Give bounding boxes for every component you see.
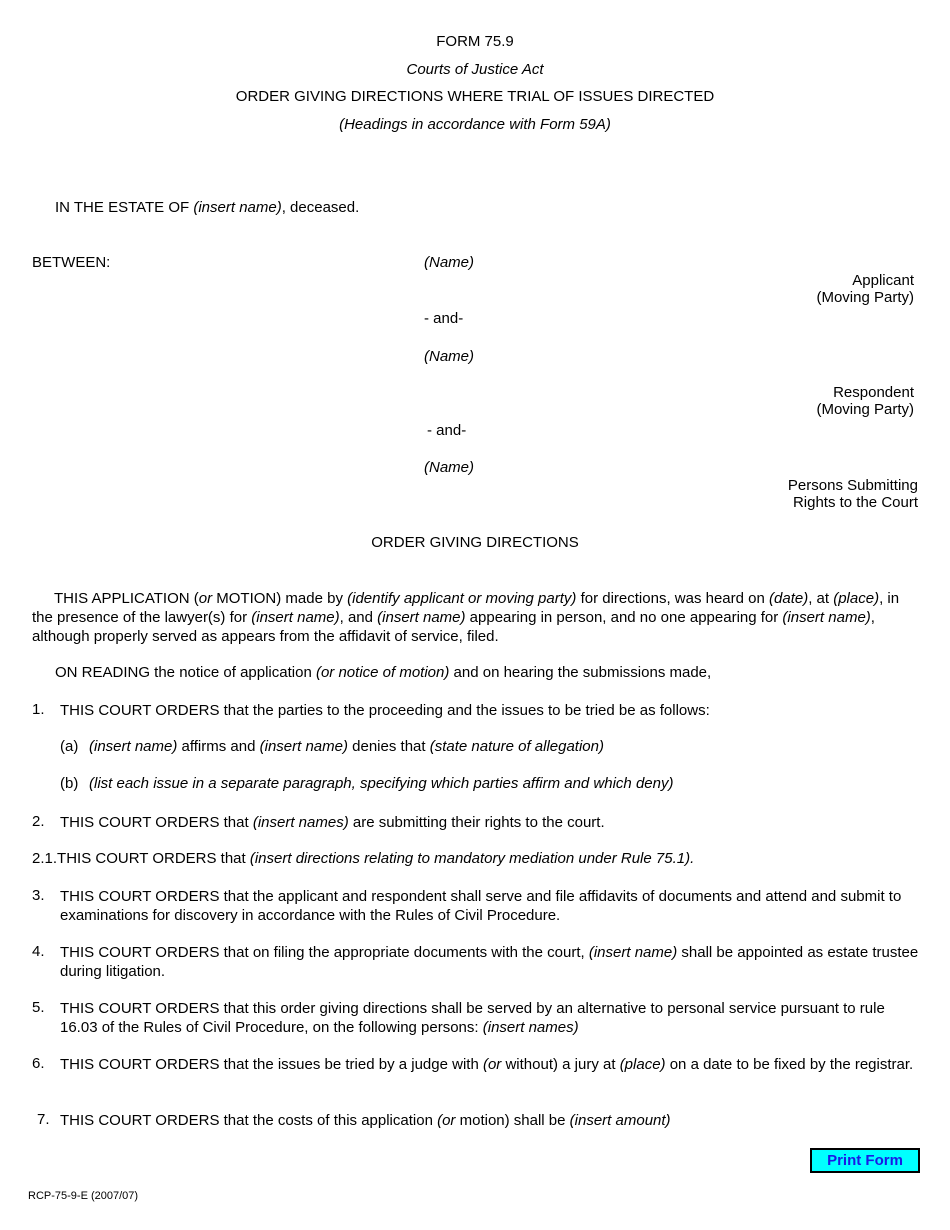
order-2-1-text: 2.1.THIS COURT ORDERS that (insert directions relating to mandatory mediation under Rule 75.1). (32, 850, 695, 867)
form-code: RCP-75-9-E (2007/07) (28, 1190, 139, 1202)
order-1a-text: (insert name) affirms and (insert name) denies that (state nature of allegation) (89, 738, 604, 755)
and-separator-1: - and- (424, 310, 464, 327)
order-2-text: THIS COURT ORDERS that (insert names) are submitting their rights to the court. (60, 814, 605, 831)
order-6-number: 6. (32, 1055, 45, 1072)
order-1b-label: (b) (60, 775, 79, 792)
reading-paragraph: ON READING the notice of application (or notice of motion) and on hearing the submissions made, (55, 664, 712, 681)
act-name: Courts of Justice Act (406, 61, 544, 78)
and-separator-2: - and- (427, 422, 467, 439)
order-6-text: THIS COURT ORDERS that the issues be tried by a judge with (or without) a jury at (place) on a date to be fixed by the registrar. (60, 1056, 914, 1073)
party-role-2: Respondent (Moving Party) (816, 384, 914, 418)
order-5-text: THIS COURT ORDERS that this order giving directions shall be served by an alternative to personal service pursuant to rule 16.03 of the Rules of Civil Procedure, on the following persons: (insert names) (60, 1000, 885, 1036)
party-role-1: Applicant (Moving Party) (816, 272, 914, 306)
order-4-text: THIS COURT ORDERS that on filing the appropriate documents with the court, (insert name) shall be appointed as estate trustee during litigation. (60, 944, 919, 980)
form-number: FORM 75.9 (436, 33, 514, 50)
party-name-2: (Name) (424, 348, 475, 365)
order-3-number: 3. (32, 887, 45, 904)
order-1a-label: (a) (60, 738, 79, 755)
order-5-number: 5. (32, 999, 45, 1016)
order-1b-text: (list each issue in a separate paragraph, specifying which parties affirm and which deny) (89, 775, 674, 792)
order-1-text: THIS COURT ORDERS that the parties to the proceeding and the issues to be tried be as follows: (60, 702, 710, 719)
intro-paragraph: THIS APPLICATION (or MOTION) made by (identify applicant or moving party) for directions, was heard on (date), at (place), in the presence of the lawyer(s) for (insert name), and (insert name) appearing in person, and no one appearing for (insert name), although properly served as appears from the affidavit of service, filed. (32, 590, 900, 645)
order-3-text: THIS COURT ORDERS that the applicant and respondent shall serve and file affidavits of documents and attend and submit to examinations for discovery in accordance with the Rules of Civil Procedure. (60, 888, 902, 924)
headings-note: (Headings in accordance with Form 59A) (339, 116, 611, 133)
form-title: ORDER GIVING DIRECTIONS WHERE TRIAL OF ISSUES DIRECTED (235, 88, 715, 105)
order-7-number: 7. (37, 1111, 50, 1128)
order-2-number: 2. (32, 813, 45, 830)
order-title: ORDER GIVING DIRECTIONS (371, 534, 579, 551)
order-1-number: 1. (32, 701, 45, 718)
party-role-3: Persons Submitting Rights to the Court (787, 477, 918, 511)
order-7-text: THIS COURT ORDERS that the costs of this application (or motion) shall be (insert amount) (60, 1112, 671, 1129)
estate-line: IN THE ESTATE OF (insert name), deceased. (55, 199, 360, 216)
print-form-button[interactable]: Print Form (810, 1148, 920, 1173)
between-label: BETWEEN: (32, 254, 111, 271)
order-4-number: 4. (32, 943, 45, 960)
party-name-1: (Name) (424, 254, 475, 271)
party-name-3: (Name) (424, 459, 475, 476)
